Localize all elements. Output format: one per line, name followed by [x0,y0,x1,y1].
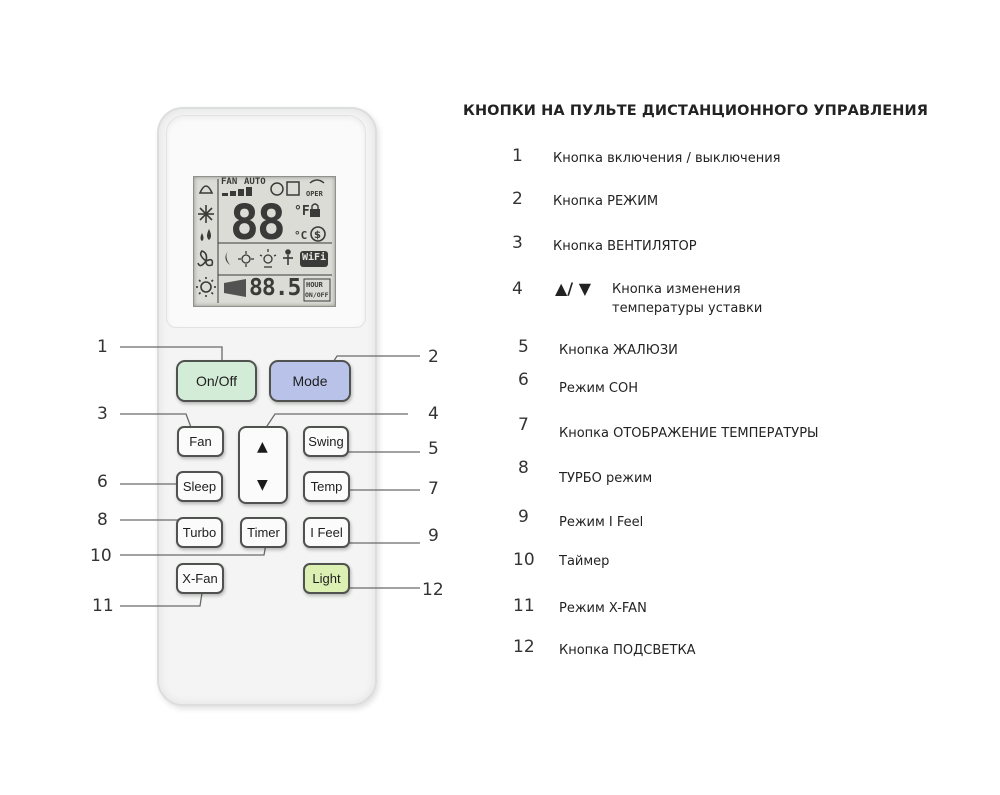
legend-number-1: 1 [512,146,523,166]
lcd-oper-label: OPER [306,190,323,198]
xfan-button[interactable]: X-Fan [176,563,224,594]
lcd-fahrenheit-label: °F [294,204,310,219]
turbo-button[interactable]: Turbo [176,517,223,548]
ifeel-button[interactable]: I Feel [303,517,350,548]
info-icon [287,182,299,195]
timer-button[interactable]: Timer [240,517,287,548]
onoff-button[interactable]: On/Off [176,360,257,402]
callout-number-8: 8 [97,510,108,530]
legend-text-4-line2: температуры уставки [612,301,763,316]
signal-icon [310,180,324,183]
lcd-hour-label: HOUR [306,281,323,289]
legend-number-9: 9 [518,507,529,527]
auto-mode-icon [200,186,212,193]
callout-number-5: 5 [428,439,439,459]
heat-mode-icon [196,277,216,297]
callout-number-1: 1 [97,337,108,357]
legend-text-11: Режим X-FAN [559,601,647,616]
legend-text-10: Таймер [559,554,610,569]
legend-text-4: Кнопка изменения [612,282,741,297]
legend-number-6: 6 [518,370,529,390]
dry-mode-icon [201,229,212,241]
callout-number-11: 11 [92,596,114,616]
temp-button[interactable]: Temp [303,471,350,502]
lcd-temperature-digits: 88 [230,195,284,251]
lcd-celsius-label: °C [294,229,308,242]
mode-button[interactable]: Mode [269,360,351,402]
cool-mode-icon [198,205,214,223]
callout-number-6: 6 [97,472,108,492]
legend-number-2: 2 [512,189,523,209]
legend-text-7: Кнопка ОТОБРАЖЕНИЕ ТЕМПЕРАТУРЫ [559,426,819,441]
lcd-time-digits: 88.5 [249,275,301,301]
legend-title: КНОПКИ НА ПУЛЬТЕ ДИСТАНЦИОННОГО УПРАВЛЕНИЯ [463,103,929,119]
legend-number-4: 4 [512,279,523,299]
swing-icon [238,251,254,267]
legend-number-5: 5 [518,337,529,357]
callout-number-3: 3 [97,404,108,424]
callout-number-12: 12 [422,580,444,600]
legend-number-11: 11 [513,596,535,616]
legend-text-12: Кнопка ПОДСВЕТКА [559,643,696,658]
legend-text-8: ТУРБО режим [559,471,653,486]
legend-text-3: Кнопка ВЕНТИЛЯТОР [553,239,697,254]
callout-number-2: 2 [428,347,439,367]
lcd-onoff-label: ON/OFF [305,291,329,299]
legend-text-5: Кнопка ЖАЛЮЗИ [559,343,678,358]
svg-text:$: $ [314,230,321,241]
legend-number-10: 10 [513,550,535,570]
lcd-display [193,176,336,307]
callout-number-7: 7 [428,479,439,499]
legend-number-7: 7 [518,415,529,435]
temp-down-button[interactable]: ▼ [257,477,268,493]
sleep-button[interactable]: Sleep [176,471,223,502]
legend-number-12: 12 [513,637,535,657]
lcd-fan-label: FAN [221,177,238,187]
legend-text-1: Кнопка включения / выключения [553,151,781,166]
lock-icon [310,209,320,217]
light-button[interactable]: Light [303,563,350,594]
fan-graph-icon [224,279,246,297]
callout-number-10: 10 [90,546,112,566]
light-icon [260,249,276,267]
fan-button[interactable]: Fan [177,426,224,457]
callout-number-4: 4 [428,404,439,424]
swing-button[interactable]: Swing [303,426,349,457]
fan-mode-icon [198,251,212,266]
sleep-icon [225,251,230,265]
legend-text-6: Режим СОН [559,381,639,396]
legend-number-8: 8 [518,458,529,478]
clock-icon [271,183,283,195]
lcd-wifi-label: WiFi [302,252,327,263]
legend-text-9: Режим I Feel [559,515,644,530]
legend-text-2: Кнопка РЕЖИМ [553,194,659,209]
legend-number-3: 3 [512,233,523,253]
person-icon [283,250,293,265]
callout-number-9: 9 [428,526,439,546]
lcd-auto-label: AUTO [244,177,266,187]
temp-up-button[interactable]: ▲ [257,439,268,455]
temperature-arrow-pad [238,426,288,504]
legend-symbols-4: ▲/ ▼ [555,279,592,298]
